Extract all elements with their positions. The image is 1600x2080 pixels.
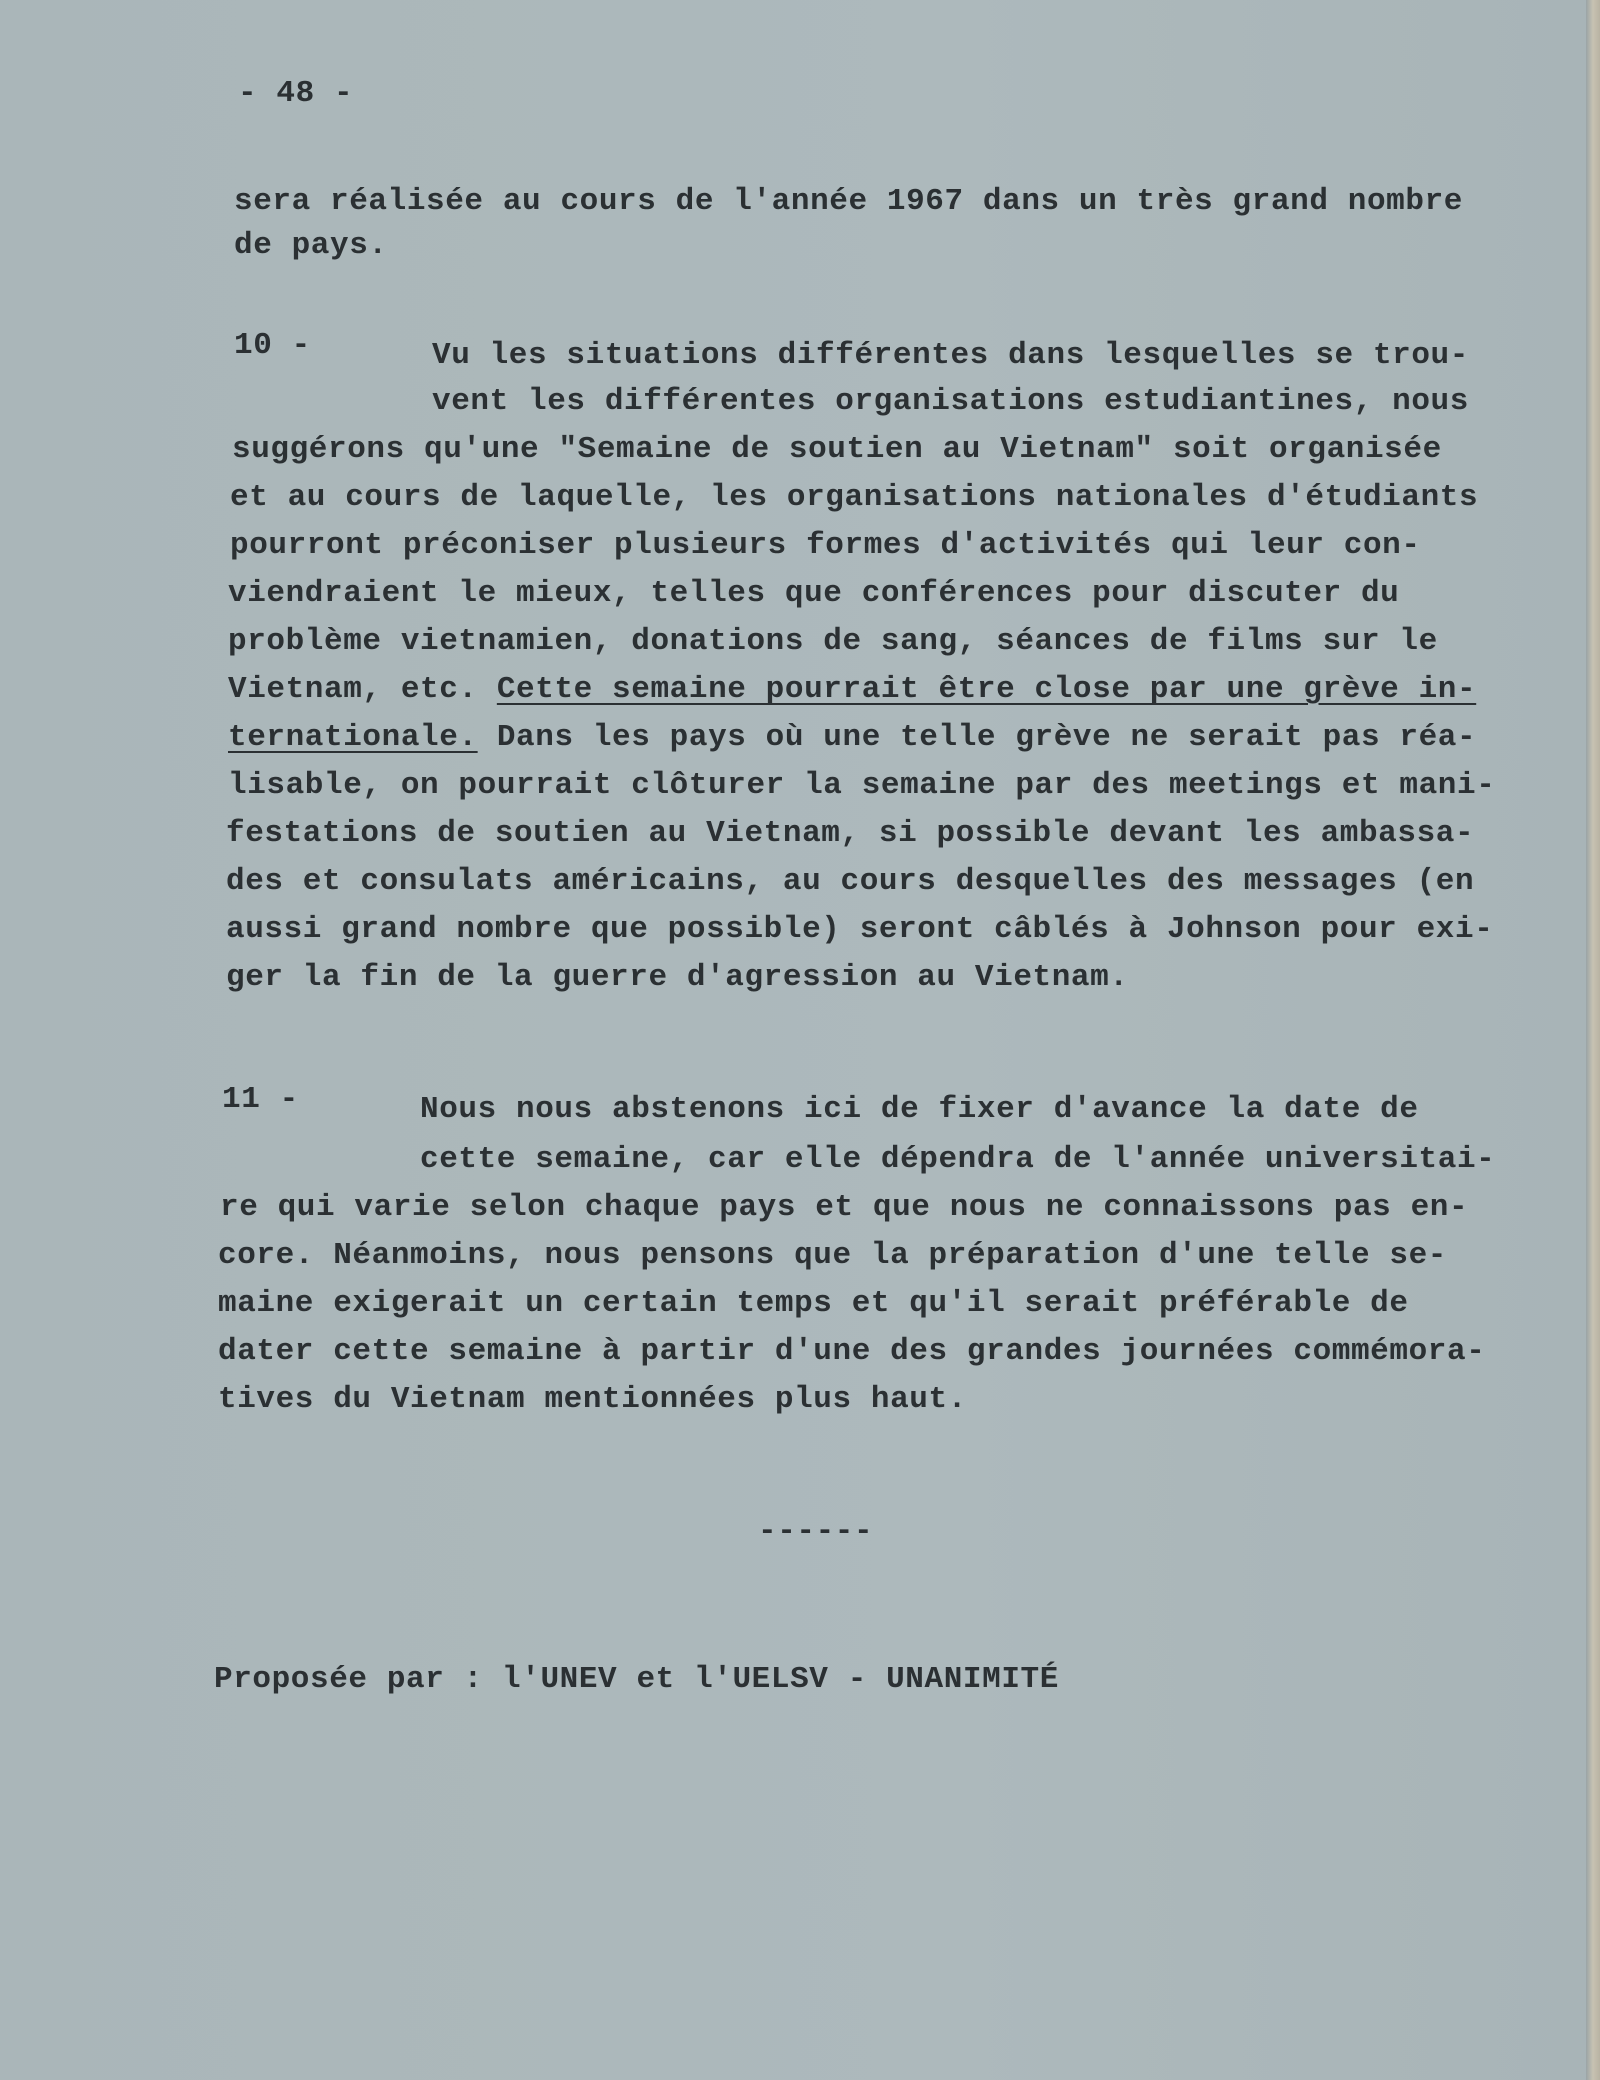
paragraph-10-line: suggérons qu'une "Semaine de soutien au Vietnam" soit organisée — [232, 432, 1442, 467]
paragraph-10-line: ger la fin de la guerre d'agression au Vietnam. — [226, 960, 1129, 995]
paragraph-10-line: problème vietnamien, donations de sang, séances de films sur le — [228, 624, 1438, 659]
section-separator: ------ — [758, 1514, 874, 1549]
paragraph-11-line: maine exigerait un certain temps et qu'il serait préférable de — [218, 1286, 1409, 1321]
paragraph-10-line — [228, 670, 1476, 710]
paragraph-11-number: 11 - — [222, 1082, 299, 1117]
paragraph-10-number: 10 - — [234, 328, 311, 363]
paragraph-11-line: dater cette semaine à partir d'une des grandes journées commémora- — [218, 1334, 1486, 1369]
line-rest: Dans les pays où une telle grève ne serait pas réa- — [477, 720, 1477, 755]
intro-line: de pays. — [234, 228, 388, 263]
paragraph-10-line: pourront préconiser plusieurs formes d'activités qui leur con- — [230, 528, 1421, 563]
paragraph-10-line — [228, 718, 1476, 758]
paragraph-10-line: viendraient le mieux, telles que conférences pour discuter du — [228, 576, 1400, 611]
paper-edge — [1586, 0, 1600, 2080]
line-start: Vietnam, etc. — [228, 672, 497, 707]
paragraph-10-line: vent les différentes organisations estudiantines, nous — [432, 384, 1469, 419]
paragraph-10-line: des et consulats américains, au cours desquelles des messages (en — [226, 864, 1475, 899]
paragraph-10-line: Vu les situations différentes dans lesquelles se trou- — [432, 338, 1469, 373]
paragraph-10-line: festations de soutien au Vietnam, si possible devant les ambassa- — [226, 816, 1475, 851]
paragraph-11-line: core. Néanmoins, nous pensons que la préparation d'une telle se- — [218, 1238, 1447, 1273]
underlined-text: Cette semaine pourrait être close par une grève in- — [496, 672, 1477, 707]
paragraph-11-line: re qui varie selon chaque pays et que nous ne connaissons pas en- — [220, 1190, 1469, 1225]
paragraph-10-line: et au cours de laquelle, les organisations nationales d'étudiants — [230, 480, 1479, 515]
paragraph-11-line: cette semaine, car elle dépendra de l'année universitai- — [420, 1142, 1496, 1177]
footer-proposal: Proposée par : l'UNEV et l'UELSV - UNANIMITÉ — [214, 1662, 1059, 1697]
paragraph-10-line: lisable, on pourrait clôturer la semaine par des meetings et mani- — [228, 768, 1496, 803]
paragraph-11-line: tives du Vietnam mentionnées plus haut. — [218, 1382, 967, 1417]
intro-line: sera réalisée au cours de l'année 1967 dans un très grand nombre — [234, 184, 1463, 219]
paragraph-11-line: Nous nous abstenons ici de fixer d'avance la date de — [420, 1092, 1419, 1127]
underlined-text: ternationale. — [228, 720, 478, 755]
paragraph-10-line: aussi grand nombre que possible) seront câblés à Johnson pour exi- — [226, 912, 1494, 947]
page-number: - 48 - — [238, 76, 354, 111]
